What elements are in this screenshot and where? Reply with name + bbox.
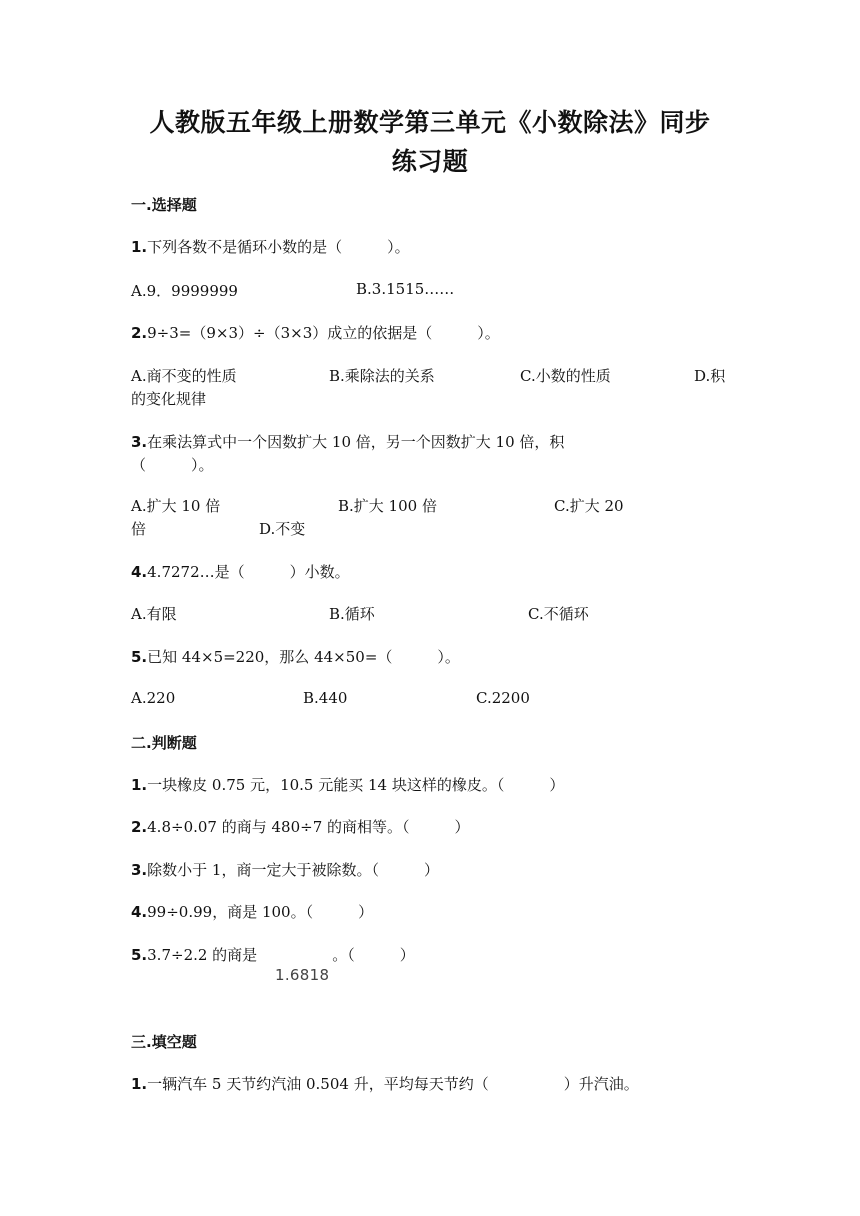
question-1-3 [131, 431, 564, 452]
question-1-2 [131, 322, 500, 343]
question-number: 2. [131, 818, 148, 836]
question-number: 2. [131, 324, 148, 342]
option-b: B.乘除法的关系 [329, 367, 435, 385]
question-1-5 [131, 646, 460, 667]
option-d-continued: 的变化规律 [131, 390, 207, 408]
option-a: A.商不变的性质 [131, 367, 237, 385]
question-3-1 [131, 1073, 639, 1094]
question-text: 一辆汽车 5 天节约汽油 0.504 升，平均每天节约（ ）升汽油。 [147, 1075, 639, 1093]
question-number: 3. [131, 433, 148, 451]
option-d: D.积 [694, 367, 726, 385]
option-b: B.扩大 100 倍 [338, 497, 437, 515]
option-c: C.小数的性质 [520, 367, 611, 385]
option-a: A.有限 [131, 605, 177, 623]
question-text: 下列各数不是循环小数的是（ ）。 [147, 238, 410, 256]
question-number: 4. [131, 563, 148, 581]
question-2-2 [131, 816, 470, 837]
option-a: A.扩大 10 倍 [131, 497, 221, 515]
question-text: 4.7272…是（ ）小数。 [147, 563, 350, 581]
question-number: 3. [131, 861, 148, 879]
section-heading-fill-blank: 三.填空题 [131, 1033, 197, 1051]
question-1-1 [131, 236, 410, 257]
question-number: 1. [131, 776, 148, 794]
section-heading-choice: 一.选择题 [131, 196, 197, 214]
question-1-4 [131, 561, 350, 582]
option-a: A.220 [131, 689, 176, 707]
question-2-4 [131, 901, 373, 922]
section-heading-judgement: 二.判断题 [131, 734, 197, 752]
question-text: 在乘法算式中一个因数扩大 10 倍，另一个因数扩大 10 倍，积 [147, 433, 565, 451]
option-c: C.扩大 20 [554, 497, 624, 515]
option-b: B.循环 [329, 605, 375, 623]
question-text: 4.8÷0.07 的商与 480÷7 的商相等。（ ） [147, 818, 470, 836]
question-text: 一块橡皮 0.75 元，10.5 元能买 14 块这样的橡皮。（ ） [147, 776, 565, 794]
question-text: 已知 44×5=220，那么 44×50=（ ）。 [147, 648, 460, 666]
question-2-3 [131, 859, 439, 880]
option-b: B.3.1515…… [356, 280, 455, 298]
question-number: 1. [131, 1075, 148, 1093]
question-number: 1. [131, 238, 148, 256]
question-number: 5. [131, 946, 148, 964]
option-c: C.不循环 [528, 605, 589, 623]
question-2-1 [131, 774, 564, 795]
option-c-continued: 倍 [131, 520, 147, 538]
question-text-continued: （ ）。 [131, 456, 214, 474]
title-line-1: 人教版五年级上册数学第三单元《小数除法》同步 [149, 108, 711, 137]
question-text: 3.7÷2.2 的商是 。（ ） [147, 946, 415, 964]
question-text: 99÷0.99，商是 100。（ ） [147, 903, 374, 921]
question-2-5 [131, 944, 415, 965]
option-b: B.440 [303, 689, 348, 707]
question-number: 4. [131, 903, 148, 921]
handwritten-answer: 1.6818 [275, 966, 330, 984]
question-text: 9÷3=（9×3）÷（3×3）成立的依据是（ ）。 [147, 324, 500, 342]
question-number: 5. [131, 648, 148, 666]
option-c: C.2200 [476, 689, 530, 707]
question-text: 除数小于 1，商一定大于被除数。（ ） [147, 861, 439, 879]
title-line-2: 练习题 [391, 147, 469, 176]
option-a: A.9．9999999 [131, 282, 238, 300]
option-d: D.不变 [259, 520, 306, 538]
